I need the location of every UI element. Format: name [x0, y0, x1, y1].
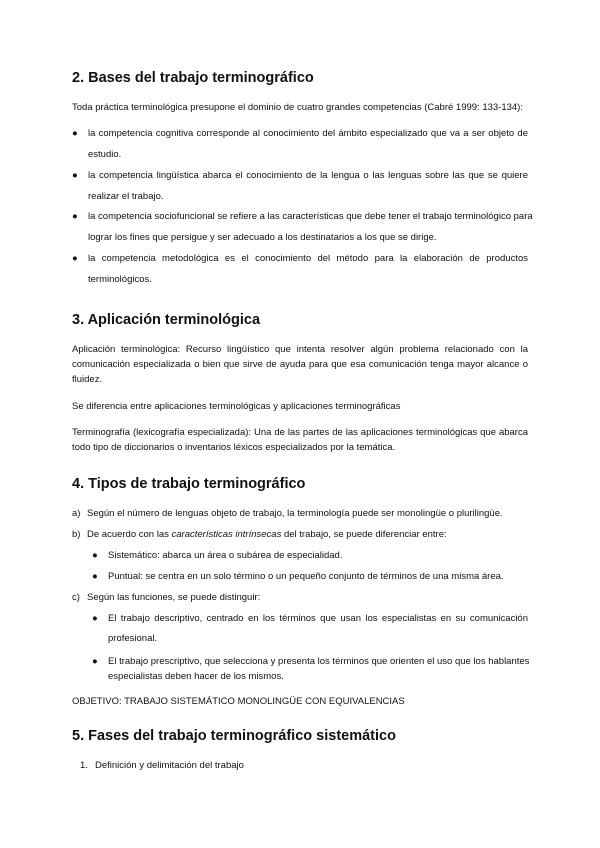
section-4-c-sub2-line2: especialistas deben hacer de los mismos. [108, 671, 284, 682]
bullet-2-1-line1: la competencia cognitiva corresponde al conocimiento del ámbito especializado que va a ser objeto de [88, 128, 528, 139]
section-3-title: 3. Aplicación terminológica [72, 312, 261, 328]
section-4-title: 4. Tipos de trabajo terminográfico [72, 476, 306, 492]
bullet-2-3-line1: la competencia sociofuncional se refiere a las características que debe tener el trabajo terminológico para [88, 211, 533, 222]
section-4-b-sub2: Puntual: se centra en un solo término o un pequeño conjunto de términos de una misma área. [108, 571, 504, 582]
section-3-p3-line2: todo tipo de diccionarios o inventarios léxicos especializados por la temática. [72, 442, 396, 453]
bullet-icon: ● [92, 571, 98, 582]
bullet-icon: ● [72, 253, 78, 264]
section-4-c-sub1-line1: El trabajo descriptivo, centrado en los términos que usan los especialistas en su comunicación [108, 613, 528, 624]
list-marker-a: a) [72, 508, 81, 519]
section-4-item-b: De acuerdo con las características intrínsecas del trabajo, se puede diferenciar entre: [87, 529, 447, 540]
section-5-title: 5. Fases del trabajo terminográfico sistemático [72, 728, 396, 744]
bullet-icon: ● [72, 170, 78, 181]
bullet-2-4-line1: la competencia metodológica es el conocimiento del método para la elaboración de productos [88, 253, 528, 264]
section-4-item-a: Según el número de lenguas objeto de trabajo, la terminología puede ser monolingüe o plurilingüe. [87, 508, 503, 519]
bullet-2-3-line2: lograr los fines que persigue y ser adecuado a los destinatarios a los que se dirige. [88, 232, 437, 243]
numbered-marker-1: 1. [80, 760, 88, 771]
item-b-emphasis: características intrínsecas [171, 529, 282, 540]
bullet-2-4-line2: terminológicos. [88, 274, 152, 285]
section-3-p1-line2: comunicación especializada o bien que sirve de ayuda para que esa comunicación tenga mayor alcance o [72, 359, 528, 370]
section-2-title: 2. Bases del trabajo terminográfico [72, 70, 314, 86]
section-4-c-sub1-line2: profesional. [108, 633, 158, 644]
bullet-2-2-line2: realizar el trabajo. [88, 191, 164, 202]
section-3-p1-line3: fluidez. [72, 374, 103, 385]
bullet-icon: ● [92, 550, 98, 561]
section-3-p1-line1: Aplicación terminológica: Recurso lingüístico que intenta resolver algún problema relacionado con la [72, 344, 528, 355]
bullet-icon: ● [72, 128, 78, 139]
section-3-p2: Se diferencia entre aplicaciones terminológicas y aplicaciones terminográficas [72, 401, 401, 412]
bullet-icon: ● [92, 613, 98, 624]
bullet-icon: ● [72, 211, 78, 222]
objetivo-line: OBJETIVO: TRABAJO SISTEMÁTICO MONOLINGÜE CON EQUIVALENCIAS [72, 696, 405, 707]
section-5-item-1: Definición y delimitación del trabajo [95, 760, 244, 771]
list-marker-b: b) [72, 529, 81, 540]
list-marker-c: c) [72, 592, 80, 603]
section-4-c-sub2-line1: El trabajo prescriptivo, que selecciona y presenta los términos que orienten el uso que los hablantes [108, 656, 530, 667]
bullet-2-1-line2: estudio. [88, 149, 122, 160]
bullet-2-2-line1: la competencia lingüística abarca el conocimiento de la lengua o las lenguas sobre las que se quiere [88, 170, 528, 181]
bullet-icon: ● [92, 656, 98, 667]
section-4-item-c: Según las funciones, se puede distinguir: [87, 592, 261, 603]
section-4-b-sub1: Sistemático: abarca un área o subárea de especialidad. [108, 550, 343, 561]
section-2-intro: Toda práctica terminológica presupone el dominio de cuatro grandes competencias (Cabré 1999: 133-134): [72, 102, 523, 113]
section-3-p3-line1: Terminografía (lexicografía especializada): Una de las partes de las aplicaciones terminológicas que abarca [72, 427, 528, 438]
